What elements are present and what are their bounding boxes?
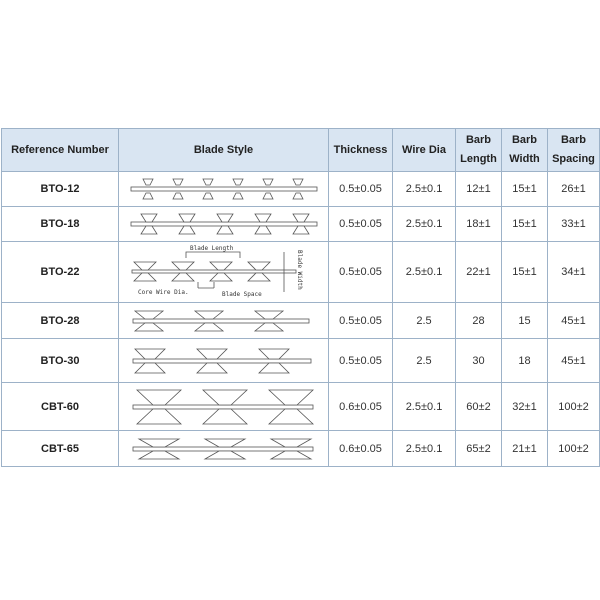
blade-style-cell: [119, 303, 329, 339]
reference-cell: BTO-18: [2, 207, 119, 242]
blade-style-cell: [119, 172, 329, 207]
barb-length-cell: 30: [456, 339, 502, 383]
barb-width-cell: 15±1: [502, 207, 548, 242]
blade-width-label: Blade Width: [295, 250, 303, 290]
barb-spacing-cell: 26±1: [548, 172, 600, 207]
thickness-cell: 0.5±0.05: [329, 303, 393, 339]
barb-length-cell: 28: [456, 303, 502, 339]
wire-dia-cell: 2.5±0.1: [393, 383, 456, 431]
wire-dia-cell: 2.5: [393, 303, 456, 339]
header-barb-spacing: [548, 129, 600, 172]
table-row: [2, 207, 600, 242]
cbt-60-blade-diagram: [129, 386, 319, 428]
blade-length-label: Blade Length: [189, 245, 233, 252]
bto-22-blade-diagram: [126, 244, 322, 300]
barb-width-cell: 15±1: [502, 242, 548, 303]
thickness-cell: 0.5±0.05: [329, 242, 393, 303]
bto-30-blade-diagram: [129, 343, 319, 379]
reference-cell: BTO-28: [2, 303, 119, 339]
reference-cell: CBT-60: [2, 383, 119, 431]
thickness-cell: 0.5±0.05: [329, 172, 393, 207]
header-barb-width-line2: Width: [509, 153, 540, 165]
barb-width-cell: 18: [502, 339, 548, 383]
header-reference-number: Reference Number: [2, 129, 119, 172]
bto-12-blade-diagram: [129, 175, 319, 203]
reference-cell: CBT-65: [2, 431, 119, 467]
blade-style-cell: [119, 431, 329, 467]
header-barb-width-line1: Barb: [511, 134, 538, 146]
thickness-cell: 0.5±0.05: [329, 339, 393, 383]
header-wire-dia: Wire Dia: [393, 129, 456, 172]
barb-width-cell: 21±1: [502, 431, 548, 467]
header-row: [2, 129, 600, 172]
table-row: [2, 431, 600, 467]
header-thickness: Thickness: [329, 129, 393, 172]
barb-spacing-cell: 100±2: [548, 431, 600, 467]
barb-spacing-cell: 34±1: [548, 242, 600, 303]
barb-spacing-cell: 100±2: [548, 383, 600, 431]
wire-dia-cell: 2.5±0.1: [393, 242, 456, 303]
barb-spacing-cell: 45±1: [548, 303, 600, 339]
bto-28-blade-diagram: [129, 307, 319, 335]
barb-width-cell: 32±1: [502, 383, 548, 431]
header-barb-length: [456, 129, 502, 172]
blade-style-cell: [119, 207, 329, 242]
core-wire-dia-label: Core Wire Dia.: [137, 289, 189, 296]
table-row: [2, 383, 600, 431]
blade-style-cell: [119, 339, 329, 383]
header-barb-spacing-line2: Spacing: [552, 153, 595, 165]
header-barb-length-line1: Barb: [465, 134, 492, 146]
barb-spacing-cell: 45±1: [548, 339, 600, 383]
spec-table-container: [1, 128, 599, 467]
wire-dia-cell: 2.5: [393, 339, 456, 383]
thickness-cell: 0.6±0.05: [329, 383, 393, 431]
table-row: [2, 172, 600, 207]
barb-length-cell: 12±1: [456, 172, 502, 207]
barb-width-cell: 15: [502, 303, 548, 339]
blade-space-label: Blade Space: [221, 291, 262, 298]
header-barb-width: [502, 129, 548, 172]
table-row: [2, 303, 600, 339]
wire-dia-cell: 2.5±0.1: [393, 431, 456, 467]
header-blade-style: Blade Style: [119, 129, 329, 172]
barb-length-cell: 65±2: [456, 431, 502, 467]
wire-dia-cell: 2.5±0.1: [393, 172, 456, 207]
barb-length-cell: 60±2: [456, 383, 502, 431]
thickness-cell: 0.6±0.05: [329, 431, 393, 467]
barb-length-cell: 18±1: [456, 207, 502, 242]
wire-dia-cell: 2.5±0.1: [393, 207, 456, 242]
barb-length-cell: 22±1: [456, 242, 502, 303]
thickness-cell: 0.5±0.05: [329, 207, 393, 242]
reference-cell: BTO-12: [2, 172, 119, 207]
header-barb-length-line2: Length: [460, 153, 497, 165]
bto-18-blade-diagram: [129, 210, 319, 238]
barb-width-cell: 15±1: [502, 172, 548, 207]
barb-spacing-cell: 33±1: [548, 207, 600, 242]
table-row: [2, 242, 600, 303]
blade-style-cell: [119, 242, 329, 303]
table-row: [2, 339, 600, 383]
cbt-65-blade-diagram: [129, 434, 319, 464]
blade-style-cell: [119, 383, 329, 431]
header-barb-spacing-line1: Barb: [560, 134, 587, 146]
spec-table: [1, 128, 600, 467]
reference-cell: BTO-22: [2, 242, 119, 303]
reference-cell: BTO-30: [2, 339, 119, 383]
